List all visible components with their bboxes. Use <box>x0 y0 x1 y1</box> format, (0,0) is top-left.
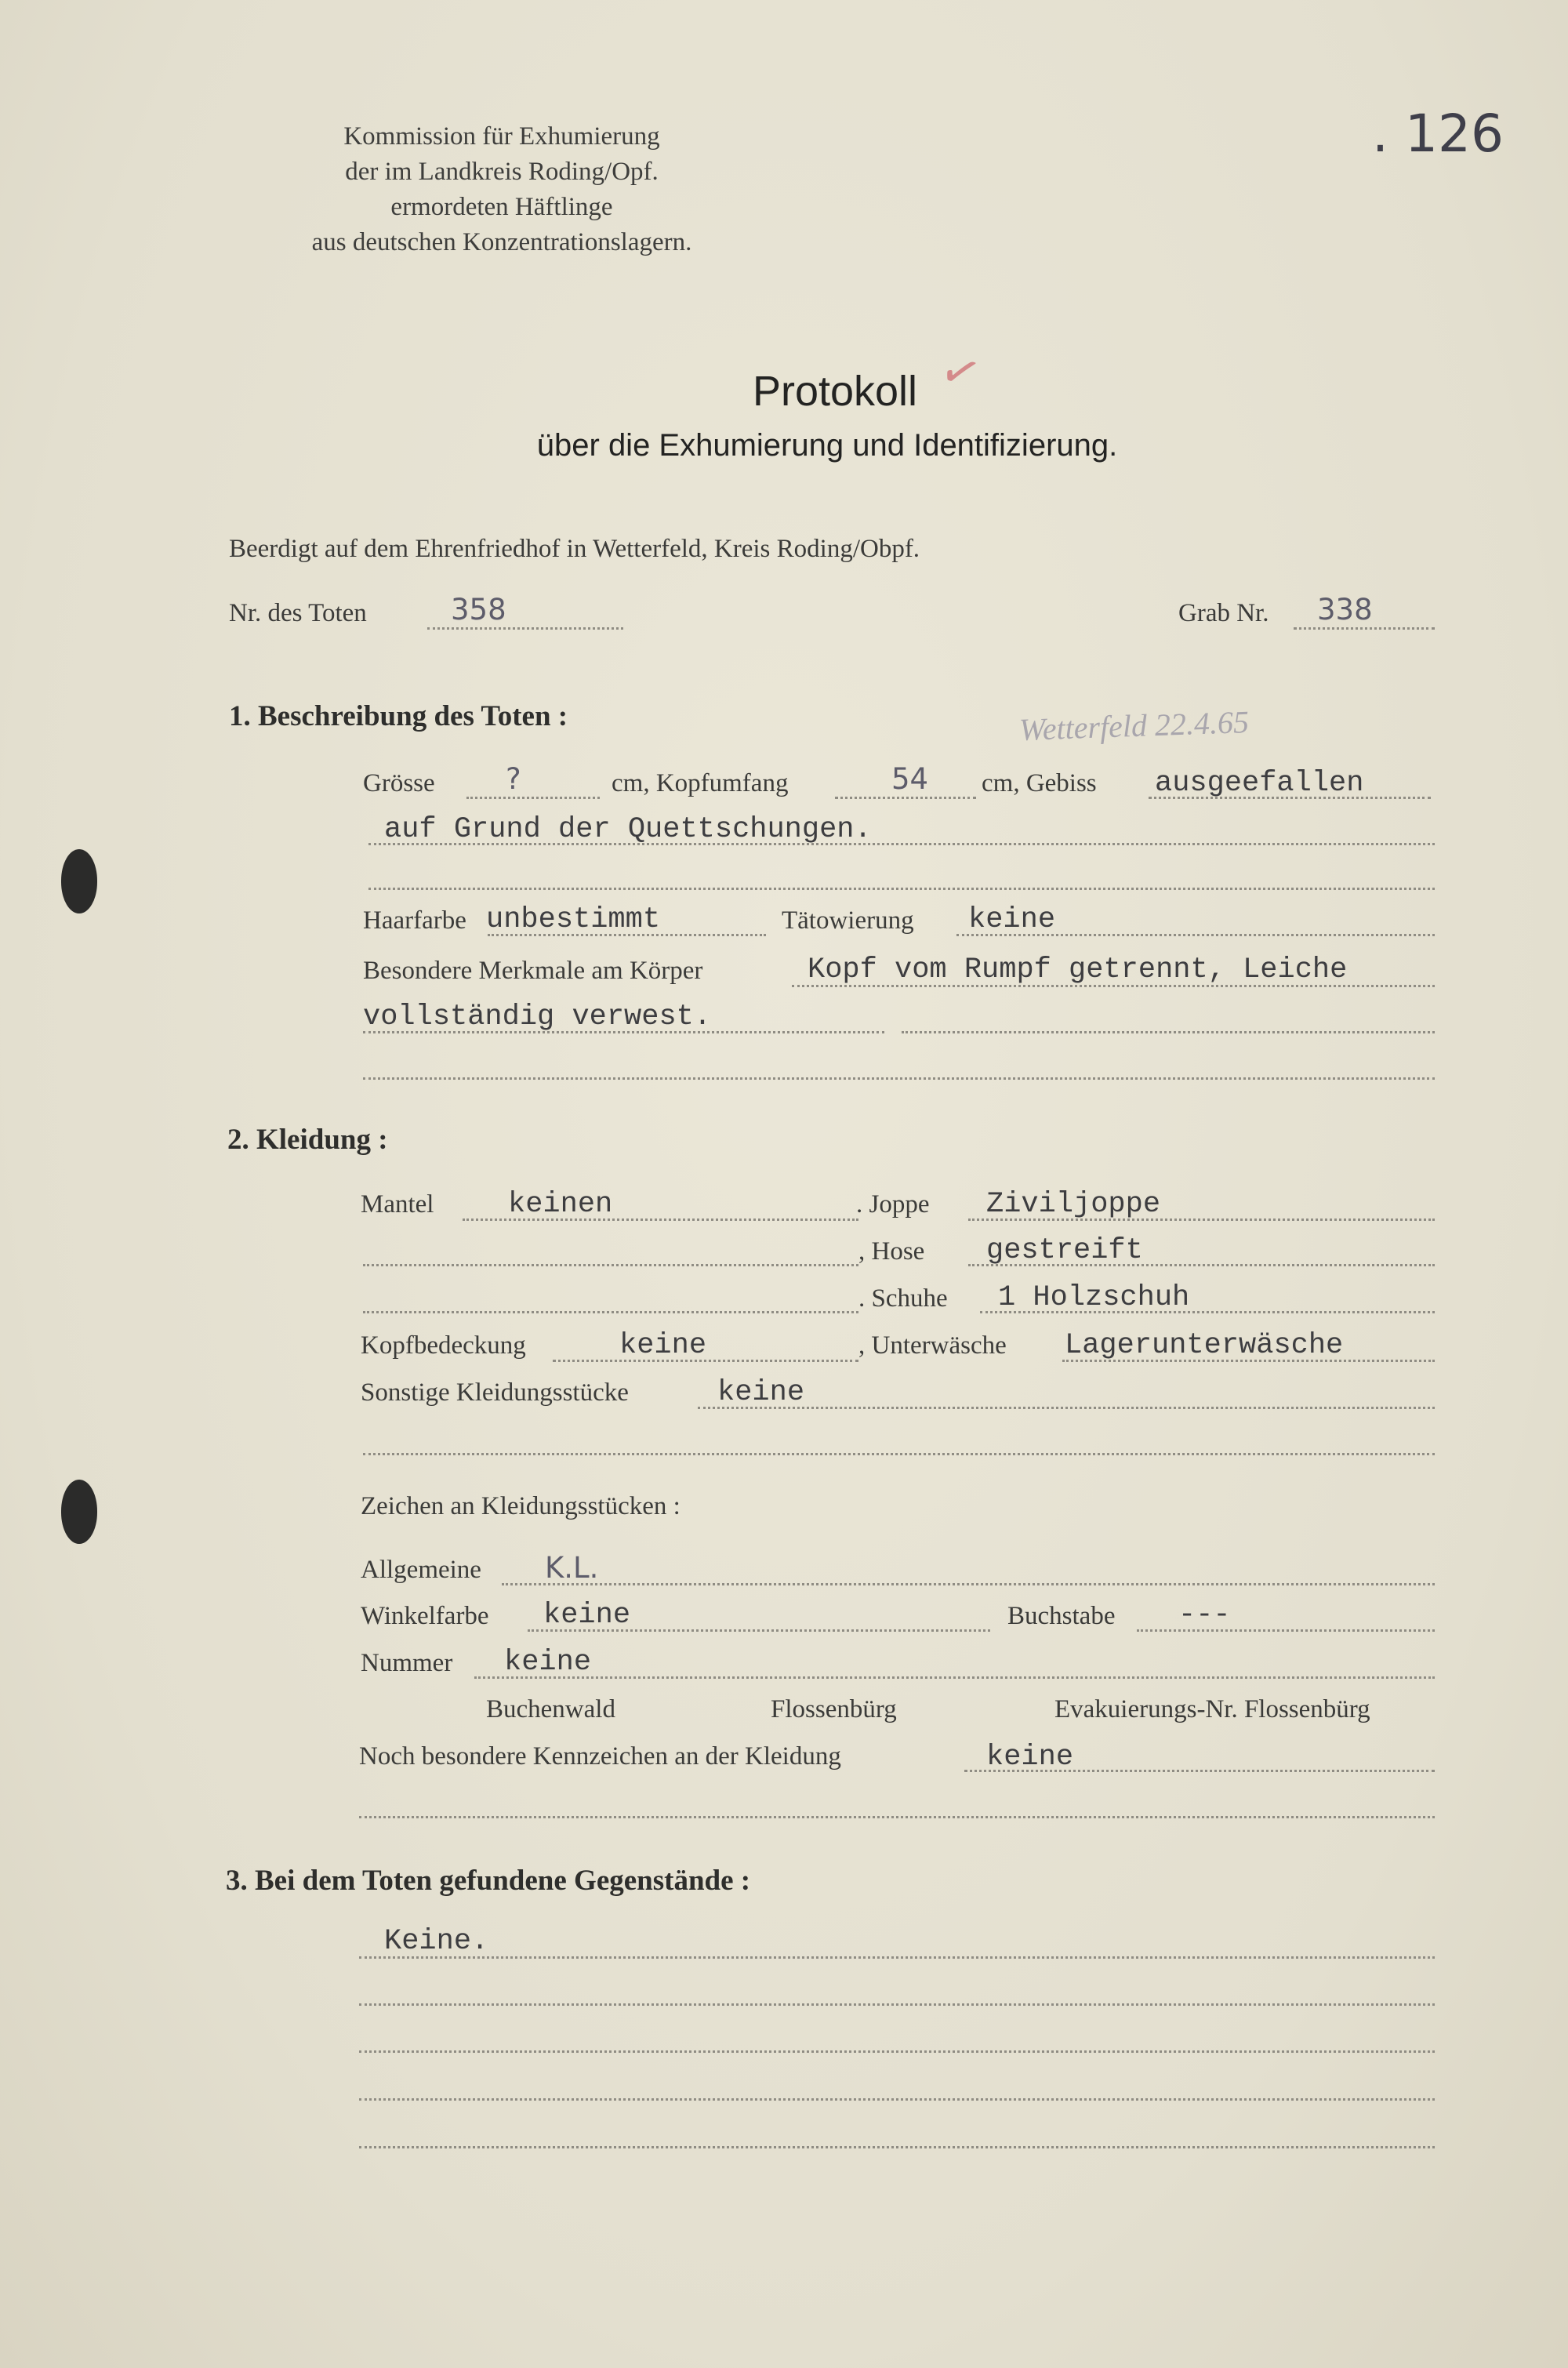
check-mark-icon: ✓ <box>934 340 988 404</box>
gebiss-value: ausgeefallen <box>1155 767 1364 800</box>
grave-number-value: 338 <box>1317 593 1373 627</box>
schuhe-value: 1 Holzschuh <box>998 1281 1190 1314</box>
camp-flossenbuerg: Flossenbürg <box>771 1695 897 1723</box>
mantel-value: keinen <box>508 1188 613 1221</box>
grave-number-label: Grab Nr. <box>1178 599 1269 627</box>
sonstige-label: Sonstige Kleidungsstücke <box>361 1378 629 1407</box>
section-3-heading: 3. Bei dem Toten gefundene Gegenstände : <box>226 1865 751 1897</box>
nummer-label: Nummer <box>361 1649 453 1677</box>
hose-value: gestreift <box>986 1234 1143 1267</box>
buchstabe-label: Buchstabe <box>1007 1602 1116 1630</box>
taetowierung-value: keine <box>968 903 1056 936</box>
haarfarbe-value: unbestimmt <box>486 903 661 936</box>
page-number: . 126 <box>1372 104 1504 164</box>
sonstige-value: keine <box>717 1376 805 1409</box>
kopfbedeckung-label: Kopfbedeckung <box>361 1331 526 1360</box>
mantel-label: Mantel <box>361 1190 434 1219</box>
schuhe-label: . Schuhe <box>858 1284 948 1313</box>
taetowierung-label: Tätowierung <box>782 906 914 935</box>
unterwaesche-value: Lagerunterwäsche <box>1065 1329 1344 1362</box>
merkmale-label: Besondere Merkmale am Körper <box>363 957 703 985</box>
org-line-1: Kommission für Exhumierung <box>343 122 660 151</box>
dead-number-label: Nr. des Toten <box>229 599 367 627</box>
winkelfarbe-label: Winkelfarbe <box>361 1602 489 1630</box>
merkmale-value: Kopf vom Rumpf getrennt, Leiche <box>808 953 1348 986</box>
page-title: Protokoll <box>752 368 918 415</box>
allgemeine-value: K.L. <box>545 1551 599 1585</box>
dead-number-value: 358 <box>451 593 506 627</box>
punch-hole-bottom <box>61 1480 97 1544</box>
haarfarbe-label: Haarfarbe <box>363 906 466 935</box>
noch-kennzeichen-value: keine <box>986 1741 1074 1774</box>
kopfumfang-value: 54 <box>891 762 929 796</box>
camp-buchenwald: Buchenwald <box>486 1695 615 1723</box>
winkelfarbe-value: keine <box>543 1599 631 1632</box>
page-subtitle: über die Exhumierung und Identifizierung. <box>536 428 1118 463</box>
org-line-3: ermordeten Häftlinge <box>390 193 613 221</box>
joppe-label: . Joppe <box>856 1190 930 1219</box>
groesse-label: Grösse <box>363 769 435 797</box>
kopfbedeckung-value: keine <box>619 1329 707 1362</box>
burial-place: Beerdigt auf dem Ehrenfriedhof in Wetterfeld, Kreis Roding/Obpf. <box>229 535 920 563</box>
zeichen-label: Zeichen an Kleidungsstücken : <box>361 1492 681 1520</box>
gebiss-label: cm, Gebiss <box>982 769 1097 797</box>
kopfumfang-label: cm, Kopfumfang <box>612 769 789 797</box>
buchstabe-value: --- <box>1178 1599 1231 1632</box>
gegenstaende-value: Keine. <box>384 1925 489 1958</box>
groesse-value: ? <box>506 762 521 796</box>
gebiss-value-continued: auf Grund der Quettschungen. <box>384 813 872 846</box>
merkmale-value-continued: vollständig verwest. <box>363 1001 712 1033</box>
allgemeine-label: Allgemeine <box>361 1556 481 1584</box>
evakuierungs-nr: Evakuierungs-Nr. Flossenbürg <box>1054 1695 1370 1723</box>
section-1-heading: 1. Beschreibung des Toten : <box>229 700 568 732</box>
organization-block <box>235 119 768 260</box>
hose-label: , Hose <box>858 1237 925 1266</box>
org-line-2: der im Landkreis Roding/Opf. <box>345 158 659 186</box>
handwritten-note: Wetterfeld 22.4.65 <box>1018 703 1250 748</box>
org-line-4: aus deutschen Konzentrationslagern. <box>311 228 692 256</box>
joppe-value: Ziviljoppe <box>986 1188 1161 1221</box>
punch-hole-top <box>61 849 97 913</box>
section-2-heading: 2. Kleidung : <box>227 1124 388 1156</box>
unterwaesche-label: , Unterwäsche <box>858 1331 1007 1360</box>
noch-kennzeichen-label: Noch besondere Kennzeichen an der Kleidung <box>359 1742 841 1771</box>
nummer-value: keine <box>504 1646 592 1679</box>
